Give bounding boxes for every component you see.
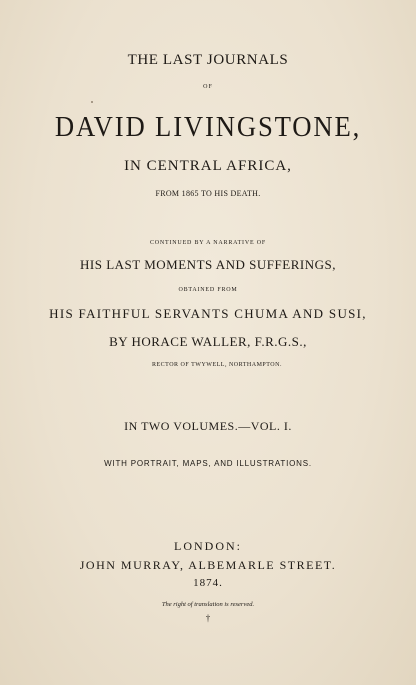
title-pre: THE LAST JOURNALS [127,52,289,68]
servants-line: HIS FAITHFUL SERVANTS CHUMA AND SUSI, [49,306,367,321]
author-line: BY HORACE WALLER, F.R.G.S., [109,334,307,349]
rights-note: The right of translation is reserved. [161,601,255,608]
subtitle-dates: FROM 1865 TO HIS DEATH. [155,189,261,198]
dagger-mark: † [205,613,211,623]
narrative-title: HIS LAST MOMENTS AND SUFFERINGS, [80,257,336,272]
author-title: RECTOR OF TWYWELL, NORTHAMPTON. [152,362,282,368]
illustrations-note: WITH PORTRAIT, MAPS, AND ILLUSTRATIONS. [104,459,312,468]
volume-info: IN TWO VOLUMES.—VOL. I. [124,419,292,433]
subtitle-location: IN CENTRAL AFRICA, [124,158,292,174]
title-of: OF [203,84,213,90]
continued-note: CONTINUED BY A NARRATIVE OF [149,240,267,246]
main-title: DAVID LIVINGSTONE, [54,111,362,143]
imprint-city: LONDON: [174,539,242,553]
paper-speck [91,101,93,103]
imprint-publisher: JOHN MURRAY, ALBEMARLE STREET. [79,558,337,572]
imprint-year: 1874. [193,577,223,589]
obtained-note: OBTAINED FROM [178,287,238,293]
